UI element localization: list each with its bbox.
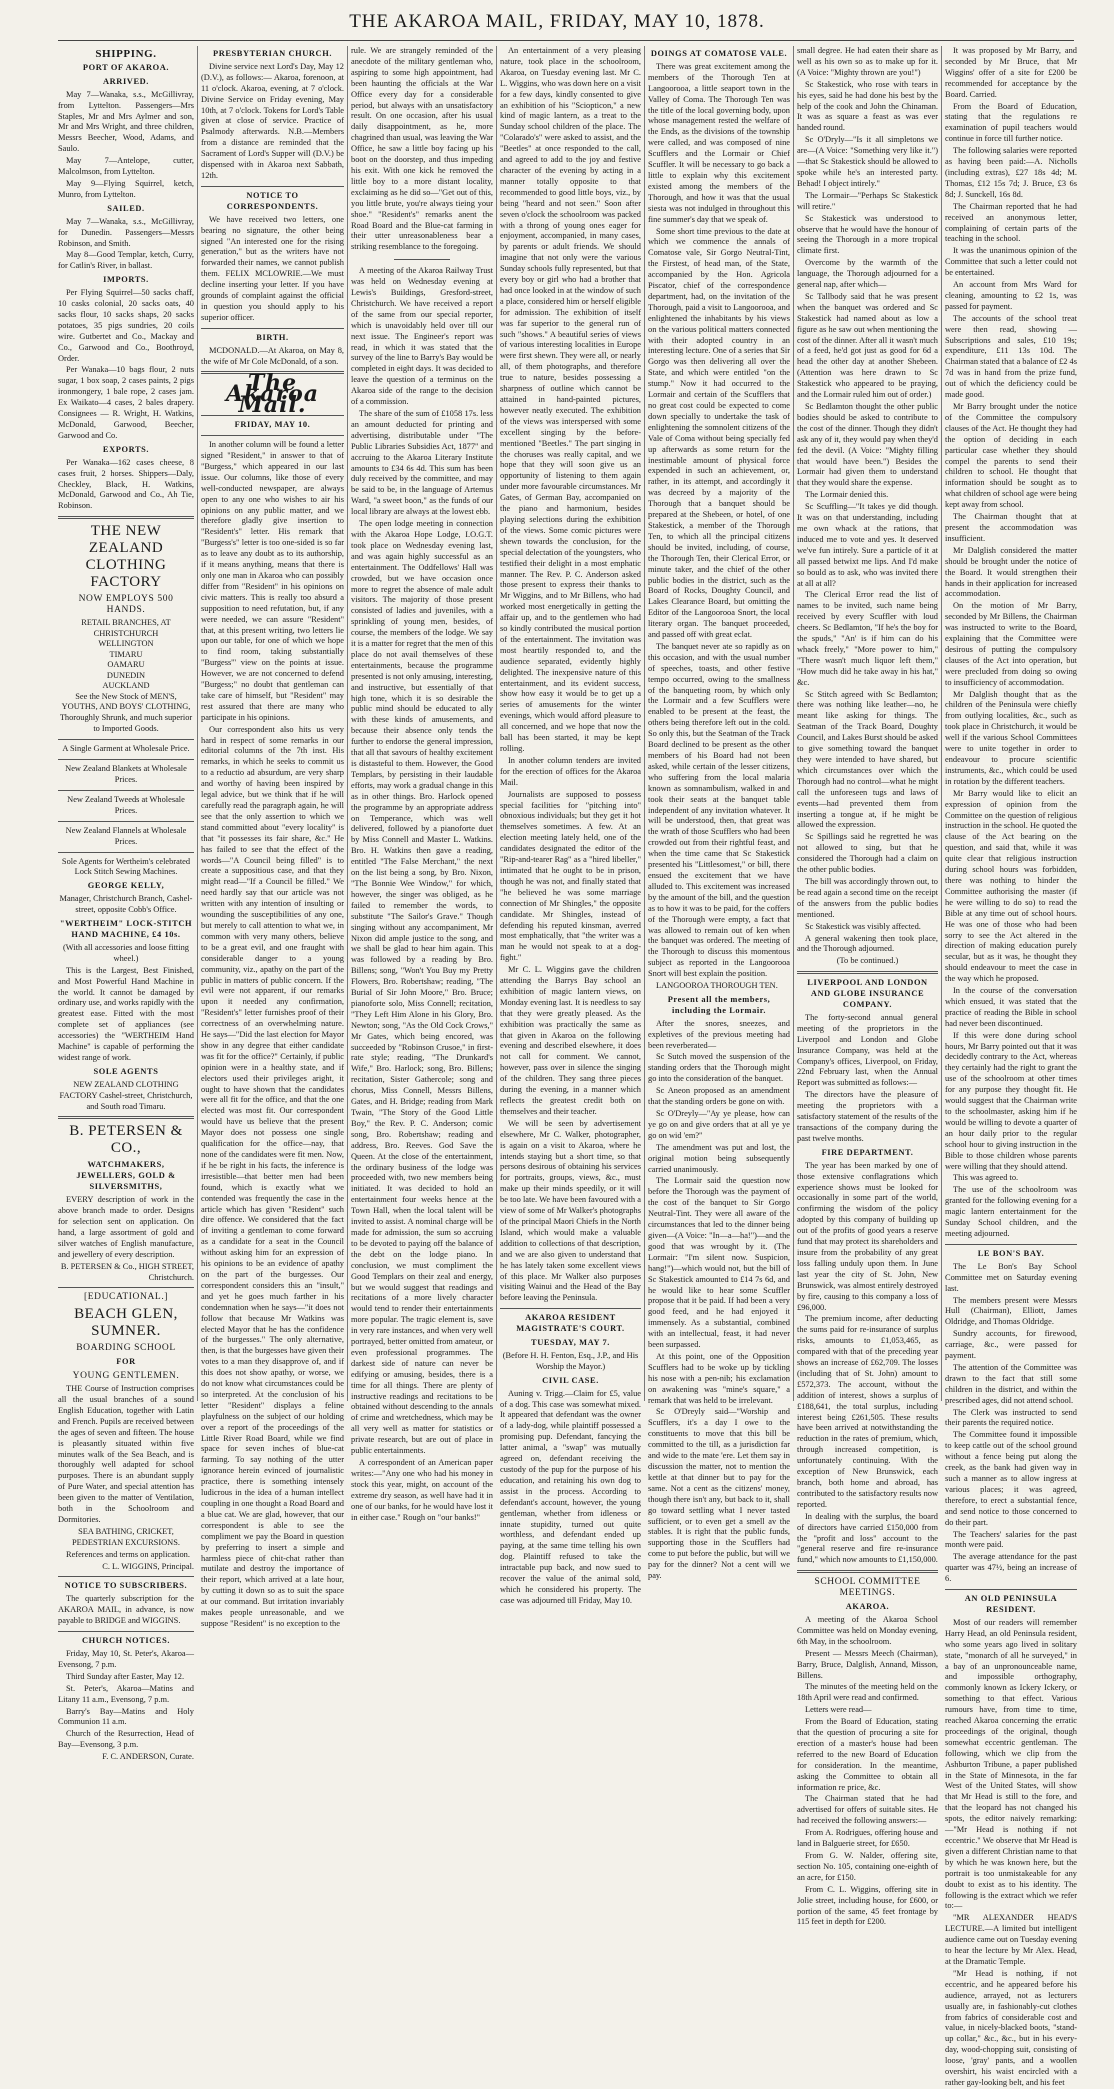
article-paragraph: We will be seen by advertisement elsewhere, Mr C. Walker, photographer, is again on a visit to Akaroa, where he intends staying but a short time, so that persons desirous of obtaining his services for portraits, groups, views, &c., must make up their minds speedily, or it will be too late. We have been favoured with a view of some of Mr Walker's photographs of the principal Maori Chiefs in the North Island, which would make a valuable addition to collections of that description, and we are also given to understand that he has lately taken some excellent views of this place. Mr Walker also purposes visiting Wainui and the Head of the Bay before leaving the Peninsula. <box>500 1118 641 1303</box>
editorial-paragraph: Our correspondent also hits us very hard in respect of some remarks in our editorial columns of the 7th inst. His remarks, in which he seeks to commit us to a reductio ad absurdum, are very sharp and worthy of having been inspired by legal advice, but we think that if he will carefully read the paragraph again, he will see that the only assertion to which we stand committed about "every locality" is that "it possesses its fair share, &c." He has failed to see that the effect of the words—"A Council being filled" is to create a suppositious case, and that they might read—"If a Council be filled." We need hardly say that our article was not written with any intention of insulting or wounding the susceptibilities of any one, but merely to call attention to what we, in common with very many others, believe to be a great evil, and one fraught with considerable danger to a young community, viz., apathy on the part of the public in matters of public concern. If the evil were not apparent, if our remarks upon it needed any confirmation, "Resident's" letter furnishes proof of their correctness of an overwhelming nature. He says—"Did the last election for Mayor show in any degree that either candidate was fit for the office?" Certainly, if public opinion were in a healthy state, and if electors used their privileges aright, it ought to have shown that the candidates were all fit for the office, and that the one elected was most fit. Our correspondent would have us believe that the present Mayor does not possess one single qualification for the office—nay, that none of the candidates were fit men. Now, if he be right in his facts, the inference is irresistible—that better men had been found, which is exactly what we contended was frequently the case in the article which has given "Resident" such dire offence. We considered that the fact of inviting a gentleman to come forward as a candidate for a seat in the Council without asking him for an expression of his opinions to be an evidence of apathy on the part of the burgesses. Our correspondent considers this an "insult," and yet he goes much farther in his condemnation when he says—"it does not follow that because Mr Watkins was elected Mayor that he has the confidence of the burgesses." The only alternative, then, is that the burgesses have given their votes to a man they disapprove of, and if this does not show apathy, or worse, we do not know what circumstances could be so interpreted. At the conclusion of his letter "Resident" displays a feline playfulness on the subject of our holding over a report of the proceedings of the Little River Road Board, while we find space for seven inches of blue-cat farming. To say nothing of the utter ignorance herein evinced of journalistic practice, there is something intensely ludicrous in the idea of a human intellect coupling in one thought a Road Board and a blue cat. We are glad, however, that our correspondent is able to see the compliment we pay the Board in question by preferring to insert a simple and harmless piece of chit-chat rather than mutilate and destroy the importance of their report, which arrived at a late hour, by cutting it down so as to suit the space at our command. But irritation invariably makes people unreasonable, and we suppose "Resident" is no exception to the <box>201 724 344 1628</box>
church-notices-heading: CHURCH NOTICES. <box>81 1636 171 1646</box>
divider <box>58 821 194 822</box>
comatose-heading: DOINGS AT COMATOSE VALE. <box>650 49 788 58</box>
article-paragraph: The average attendance for the past quarter was 47½, being an increase of 6. <box>945 1552 1077 1584</box>
church-notice: Third Sunday after Easter, May 12. <box>66 1671 185 1681</box>
article-paragraph: The minutes of the meeting held on the 18th April were read and confirmed. <box>797 1682 938 1703</box>
arrived-heading: ARRIVED. <box>103 76 149 86</box>
presbyterian-heading: PRESBYTERIAN CHURCH. <box>212 49 333 58</box>
article-paragraph: Some short time previous to the date at which we commence the annals of Comatose vale, Sir Gorgo Neutral-Tint, the Firstest, of head man, of the State, accompanied by the Hon. Agricola Piscator, chief of the correspondence department, had, on the invitation of the Thorough, paid a visit to Langoorooa, and enlightened the inhabitants by his views on the various political matters connected with their adopted country in an interesting lecture. One of a series that Sir Gorgo was then delivering all over the State, and which were entitled "on the stump." Now it had occurred to the Lormair and certain of the Scufflers that no great cost could be expected to come down specially to undertake the task of enlightening the somnolent citizens of the Vale of Coma without being specially fed up afterwards as some return for the inestimable amount of physical force expended in such an achievement, or, rather, in its attempt, and accordingly it was decreed by a majority of the Thorough that a banquet should be prepared at the Shebeen, or hotel, of one Stakestick, a member of the Thorough Ten, to which all the principal citizens should be invited, including, of course, the Thorough Ten, their Clerical Error, or minute taker, and the chief of the other public bodies in the district, such as the Board of Rocks, Doughty Council, and Lakes Clearance Board, but omitting the Editor of the Langoorooa Snort, the local literary organ. The banquet proceeded, and passed off with great eclat. <box>648 226 790 640</box>
le-bons-bay-heading: LE BON'S BAY. <box>977 1248 1045 1258</box>
divider <box>945 1244 1077 1245</box>
divider <box>58 1631 194 1632</box>
column-5 <box>648 46 790 1581</box>
arrival-entry: May 7—Antelope, cutter, Malcolmson, from Lyttelton. <box>58 156 194 177</box>
notice-subscribers-body: The quarterly subscription for the AKAROA MAIL, in advance, is now payable to BRIDGE and WIGGINS. <box>58 1594 194 1626</box>
article-paragraph: The use of the schoolroom was granted for the following evening for a magic lantern entertainment for the Sunday School children, and the meeting adjourned. <box>945 1185 1077 1238</box>
article-paragraph: In dealing with the surplus, the board of directors have carried £150,000 from the "profit and loss" account to the "general reserve and fire re-insurance fund," which now amounts to £1,150,000. <box>797 1511 938 1565</box>
article-paragraph: Mr Dalglish considered the matter should be brought under the notice of the Board. It would strengthen their hands in their application for increased accommodation. <box>945 545 1077 599</box>
wertheim-title: "WERTHEIM" LOCK-STITCH HAND MACHINE, £4 10s. <box>59 919 193 939</box>
article-paragraph: Sc Stakestick was understood to observe that he would have the honour of seeing the Thorough in a more tropical climate first. <box>797 213 938 256</box>
article-paragraph: Sc Stakestick, who rose with tears in his eyes, said he had done his best by the help of the cook and John the Chinaman. It was as square a feast as was ever handed round. <box>797 79 938 133</box>
divider <box>58 790 194 791</box>
ad-line: New Zealand Flannels at Wholesale Prices. <box>65 825 187 846</box>
article-paragraph: The Chairman reported that he had received an anonymous letter, complaining of certain parts of the teaching in the school. <box>945 201 1077 244</box>
column-rule <box>793 46 794 1401</box>
article-paragraph: The following salaries were reported as having been paid:—A. Nicholls (including extras), £27 18s 4d; M. Thomas, £12 15s 7d; J. Bruce, £3 6s 8d; J. Sunckell, 16s 8d. <box>945 146 1077 199</box>
article-paragraph: Sc O'Dreyly—"Ay ye please, how can ye go on and give orders that at all ye ye go on wid 'em?" <box>648 1109 790 1140</box>
beach-glen-sports: SEA BATHING, CRICKET, PEDESTRIAN EXCURSIONS. <box>72 1526 180 1547</box>
arrival-entry: May 9—Flying Squirrel, ketch, Munro, from Lyttelton. <box>58 178 194 199</box>
article-paragraph: From G. W. Nalder, offering site, section No. 105, containing one-eighth of an acre, for £150. <box>797 1851 938 1882</box>
article-paragraph: The Lormair said the question now before the Thorough was the payment of the cost of the banquet to Sir Gorgo Neutral-Tint. They were all aware of the circumstances that led to the dinner being given—(A Voice: "In—a—ha!")—and the good that was wrought by it. (The Lormair: "I'm silent now. Suspicion, hang!")—which would not, but the bill of Sc Stakestick amounted to £14 7s 6d, and he would like to hear some Scuffler propose that it be paid. If had been a very good feed, and he had enjoyed it immensely. As a substantial, combined with an intellectual, feast, it had never been surpassed. <box>648 1176 790 1350</box>
wertheim-body: This is the Largest, Best Finished, and Most Powerful Hand Machine in the world. It cannot be damaged by ordinary use, and works rapidly with the greatest ease. Fitted with the most complete set of appliances (see accessories) the "WERTHEIM Hand Machine" is capable of performing the widest range of work. <box>58 965 194 1062</box>
article-paragraph: Sc Aneon proposed as an amendment that the standing orders be gone on with. <box>648 1086 790 1107</box>
rm-court-heading: AKAROA RESIDENT MAGISTRATE'S COURT. <box>516 1313 625 1334</box>
column-rule <box>496 46 497 1401</box>
birth-body: MCDONALD.—At Akaroa, on May 8, the wife of Mr Cole McDonald, of a son. <box>201 345 344 366</box>
wertheim-sub: (With all accessories and loose fitting wheel.) <box>63 942 189 963</box>
shipping-heading: SHIPPING. <box>95 48 157 60</box>
article-paragraph: The bill was accordingly thrown out, to be read again a second time on the receipt of the answers from the public bodies mentioned. <box>797 876 938 919</box>
rm-court-civil: CIVIL CASE. <box>542 1375 599 1385</box>
beach-glen-body: THE Course of Instruction comprises all the usual branches of a sound English Education, together with Latin and French. Pupils are received between the ages of seven and fifteen. The house is pleasantly situated within five minutes walk of the Sea Beach, and is thoroughly well adapted for school purposes. There is an abundant supply of Pure Water, and special attention has been given to the matter of Ventilation, both in the Schoolroom and Dormitories. <box>58 1384 194 1524</box>
article-paragraph: Sc O'Dreyly said—"Worship and Scufflers, it's a day I owe to the constituents to move that this bill be committed to the till, as a jurisdiction far and wide to the mate 'ere. Let them say in discussion the matter, not to mention the kettle at that dinner but to pay for the same. Not a cent as the citizens' money, though there isn't any, but back to it, shall go toward settling what I never tasted sufficient, or to even get a smell av the stables. It is right that the public funds, supporting those in the Scufflers had come to put before the public, but will we pay for the dinner? Not a cent will we pay. <box>648 1407 790 1581</box>
article-paragraph: An entertainment of a very pleasing nature, took place in the schoolroom, Akaroa, on Tuesday evening last. Mr C. L. Wiggins, who was down here on a visit for a few days, kindly consented to give an exhibition of his "Sciopticon," a new kind of magic lantern, as a treat to the Sunday school children of the place. The "Colarado's" were asked to assist, and the "Beetles" at once responded to the call, and agreed to add to the joy and festive character of the evening by acting in a manner totally opposite to that recommended to good little boys, viz., by being "heard and not seen." Soon after seven o'clock the schoolroom was packed with a throng of young ones eager for enjoyment, accompanied, in many cases, by parents or adult friends. We should imagine that not only were the various Sunday schools fully represented, but that every boy or girl who had a brother that had once looked in at the window of such a place, considered him or herself eligible for admission. The exhibition of itself was far superior to the general run of such "shows." A beautiful series of views of various interesting localities in Europe were first shewn. They were all, or nearly all, of them photographs, and therefore true to nature, besides possessing a sharpness of outline which cannot be attained in hand-painted pictures, however neatly executed. The exhibition of the views was interspersed with some excellent singing by the before-mentioned "Beetles." The part singing in the choruses was really capital, and we hope that they will soon give us an opportunity of listening to them again under more favourable circumstances. Mr Gates, of German Bay, accompanied on the piano and harmonium, besides playing selections during the exhibition of the views. Some comic pictures were shewn towards the conclusion, for the special delectation of the youngsters, who testified their delight in a most emphatic manner. The Rev. P. C. Anderson asked those present to express their thanks to Mr Wiggins, and to Mr Billens, who had worked most energetically in getting the affair up, and to the gentlemen who had so kindly contributed the musical portion of the entertainment. The invitation was most heartily responded to, and the audience separated, evidently highly delighted. The inexpensive nature of this entertainment, and its evident success, show how easy it would be to get up a series of amusements for the winter evenings, which would afford pleasure to all concerned, and we hope that now the ball has been started, it may be kept rolling. <box>500 46 641 753</box>
masthead: THE AKAROA MAIL, FRIDAY, MAY 10, 1878. <box>349 11 765 32</box>
notice-subscribers-heading: NOTICE TO SUBSCRIBERS. <box>64 1581 188 1591</box>
divider <box>58 759 194 760</box>
article-paragraph: On the motion of Mr Barry, seconded by Mr Billens, the Chairman was instructed to write to the Board, explaining that the Committee were desirous of putting the compulsory clauses of the Act into operation, but were precluded from doing so owing to insufficiency of accommodation. <box>945 601 1077 687</box>
divider <box>58 1287 194 1288</box>
beach-glen-refs: References and terms on application. <box>66 1549 190 1559</box>
article-paragraph: "Mr Head is nothing, if not eccentric, and he appeared before his audience, arrayed, not as lecturers usually are, in fashionably-cut clothes from fabrics of considerable cost and value, in nicely-blacked boots, "stand-up collar," &c., &c., but in his every-day, wood-chopping suit, consisting of loose, 'gray' pants, and a woollen overshirt, his waist encircled with a rather gay-looking belt, and his feet <box>945 1968 1077 2087</box>
kelly-name: GEORGE KELLY, <box>87 881 165 891</box>
petersen-sub: WATCHMAKERS, JEWELLERS, GOLD & SILVERSMITHS, <box>76 1160 176 1192</box>
article-paragraph: The year has been marked by one of those extensive conflagrations which experience shows must be looked for occasionally in some part of the world, confirming the wisdom of the policy adopted by this company of building up out of the profits of good years a reserve fund that may protect its shareholders and insure from the probability of any great loss falling unduly upon them. In June last year the city of St. John, New Brunswick, was almost entirely destroyed by fire, causing to this company a loss of £96,000. <box>797 1160 938 1312</box>
port-heading: PORT OF AKAROA. <box>82 62 170 72</box>
article-paragraph: The Lormair—"Perhaps Sc Stakestick will retire." <box>797 190 938 211</box>
article-paragraph: The Clerk was instructed to send their parents the required notice. <box>945 1407 1077 1428</box>
article-paragraph: At this point, one of the Opposition Scufflers had to be woke up by tickling his nose with a pen-nib; his exclamation on awakening was "mine's square," a remark that was held to be irrelevant. <box>648 1351 790 1405</box>
imports-entry: Per Wanaka—10 bags flour, 2 nuts sugar, 1 box soap, 2 cases paints, 2 pigs ironmongery, 1 bale rope, 2 cases jam. Ex Waikato—4 cases, 2 bales drapery. Consignees — R. Wright, H. Watkins, McDonald, Garwood, Beecher, Garwood and Co. <box>58 365 194 440</box>
article-paragraph: A general wakening then took place, and the Thorough adjourned. <box>797 933 938 954</box>
column-1 <box>58 46 194 1762</box>
article-paragraph: From C. L. Wiggins, offering site in Jolie street, including house, for £600, or portion of the same, 45 feet frontage by 115 feet in depth for £200. <box>797 1884 938 1927</box>
fire-department-heading: FIRE DEPARTMENT. <box>821 1147 914 1157</box>
beach-glen-signature: C. L. WIGGINS, Principal. <box>102 1561 194 1571</box>
petersen-body: EVERY description of work in the above branch made to order. Designs for selection sent on application. On hand, a large assortment of gold and silver watches of English manufacture, and jewellery of every description. <box>58 1195 194 1259</box>
divider <box>797 971 938 974</box>
article-paragraph: Sc Scuffling—"It takes ye did though. It was on that understanding, including me own whack at the rations, that induced me to vote and yes. It deserved we've fun intirely. Sure a particle of it at all passed betwixt me lips. And I'd make so bould as to ask, who was invited there at all at all? <box>797 502 938 588</box>
branch-city: TIMARU <box>109 649 143 659</box>
column-3 <box>351 46 493 1522</box>
exports-entry: Per Wanaka—162 cases cheese, 8 cases fruit, 2 horses. Shippers—Daly, Checkley, Black, H. Watkins, McDonald, Garwood and Co., Ah Tie, Robinson. <box>58 457 194 511</box>
article-paragraph: The Chairman thought that at present the accommodation was insufficient. <box>945 512 1077 543</box>
branches-label: RETAIL BRANCHES, AT <box>81 618 171 628</box>
old-resident-heading: AN OLD PENINSULA RESIDENT. <box>964 1594 1058 1614</box>
article-paragraph: Sundry accounts, for firewood, carriage, &c., were passed for payment. <box>945 1329 1077 1361</box>
divider <box>201 435 344 436</box>
column-6 <box>797 46 938 1927</box>
ad-line: New Zealand Tweeds at Wholesale Prices. <box>67 794 185 815</box>
article-paragraph: Most of our readers will remember Harry Head, an old Peninsula resident, who some years ago lived in solitary state, "monarch of all he surveyed," in a bay of an unpronounceable name, and impossible orthography, commonly known as Ickery Ickery, or something to that effect. Various rumours have, from time to time, reached Akaroa concerning the erratic proceedings of the original, though somewhat eccentric gentleman. The following, which we clip from the Ashburton Tribune, a paper published in the State of Minnesota, in the far West of the United States, will show that Mr Head is still to the fore, and that the leopard has not changed his spots, the editor naively remarking:—"Mr Head is nothing if not eccentric." We observe that Mr Head is given a different Christian name to that by which he was known here, but the portrait is too unmistakeable for any doubt to exist as to his identity. The following is the extract which we refer to:— <box>945 1617 1077 1911</box>
paper-title: The Akaroa Mail. <box>225 370 320 419</box>
article-paragraph: Overcome by the warmth of the language, the Thorough adjourned for a general nap, after which— <box>797 258 938 290</box>
article-paragraph: There was great excitement among the members of the Thorough Ten at Langoorooa, a little seaport town in the Valley of Coma. The Thorough Ten was the title of the local governing body, upon whose management rested the welfare of the Ends, as the divisions of the township were called, and was composed of nine Scufflers and the Lormair or Chief Scuffler. It will be necessary to go back a little to explain why this excitement existed among the members of the Thorough, and how it was that the usual siesta was not indulged in throughout this fine summer's day that we speak of. <box>648 61 790 224</box>
column-rule <box>197 46 198 1401</box>
birth-heading: BIRTH. <box>256 332 289 342</box>
article-paragraph: Sc Spillings said he regretted he was not allowed to sing, but that he considered the Thorough had a claim on the other public bodies. <box>797 832 938 875</box>
article-paragraph: The Lormair denied this. <box>805 490 889 500</box>
divider <box>201 328 344 329</box>
article-paragraph: Mr Barry would like to elicit an expression of opinion from the Committee on the question of religious instruction in the school. He quoted the clause of the Act bearing on the question, and said that, while it was quite clear that religious instruction during school hours was forbidden, there was nothing to hinder the Committee authorising the master (if he were willing to do so) to read the Bible at any time out of school hours. He was one of those who had been sorry to see the Act altered in the direction of making education purely secular, but as it was, he thought they should endeavour to meet the case in the way which he proposed. <box>945 788 1077 984</box>
divider <box>500 1308 641 1309</box>
to-be-continued: (To be continued.) <box>836 956 899 966</box>
article-paragraph: Sc Bedlamton thought the other public bodies should be asked to contribute to the cost of the dinner. Though they didn't ask any of it, they would pay when they'd fed the devil. (A Voice: "Mighty filling that would have been.") Besides the Lormair had given them to understand that they would share the expense. <box>797 402 938 488</box>
column-rule <box>644 46 645 1401</box>
masthead-rule <box>58 40 1074 41</box>
column-rule <box>941 46 942 1401</box>
article-paragraph: The premium income, after deducting the sums paid for re-insurance of surplus risks, amounts to £1,053,465, as compared with that of the preceding year shows an increase of £62,709. The losses (including that of St. John) amount to £572,373. The account, without the addition of interest, shows a surplus of £188,641, the total surplus, including interest being £261,505. These results have been arrived at notwithstanding the reduction in the rates of premium, which, through increased competition, is unfortunately continuing. With the exception of New Brunswick, each branch, both home and abroad, has contributed to the satisfactory results now reported. <box>797 1314 938 1509</box>
editorial-paragraph: In another column will be found a letter signed "Resident," in answer to that of "Burgess," which appeared in our last issue. Our columns, like those of every well-conducted newspaper, are always open to any one who wishes to air his opinions on any public matter, and we therefore gladly give insertion to "Resident's" letter. His remark that "Burgess's" letter is too one-sided is so far as to leave any doubt as to its authorship, if it means anything, means that there is only one man in Akaroa who can possibly differ from "Resident" in his opinions on civic matters. This is really too absurd a supposition to need refutation, but, if any were needed, we can assure "Resident" that, at this present writing, two letters lie upon our table, for one of which we hope to find room, taking substantially "Burgess'" view on the points at issue. However, we are not concerned to defend "Burgess;" no doubt that gentleman can take care of himself, but "Resident" may rest assured that there are many who participate in his opinions. <box>201 440 344 722</box>
column-rule <box>347 46 348 1401</box>
branch-city: OAMARU <box>107 660 145 670</box>
divider <box>797 1570 938 1573</box>
sailed-heading: SAILED. <box>107 203 145 213</box>
article-paragraph: From A. Rodrigues, offering house and land in Balguerie street, for £650. <box>797 1828 938 1849</box>
church-notice: Friday, May 10, St. Peter's, Akaroa—Evensong, 7 p.m. <box>58 1649 194 1669</box>
beach-glen-title: BEACH GLEN, SUMNER. <box>74 1306 178 1340</box>
article-paragraph: This was agreed to. <box>953 1173 1019 1183</box>
church-notice: St. Peter's, Akaroa—Matins and Litany 11 a.m., Evensong, 7 p.m. <box>58 1683 194 1704</box>
article-paragraph: Sc O'Dryly—"Is it all simpletons we are—(A Voice: "Something very like it.")—that Sc Stakestick should be allowed to spoke while he's an interested party. Behad! I object intirely." <box>797 135 938 188</box>
clothing-factory-title: THE NEW ZEALAND CLOTHING FACTORY <box>85 523 167 591</box>
rm-court-date: TUESDAY, MAY 7. <box>531 1338 610 1348</box>
article-paragraph: A correspondent of an American paper writes:—"Any one who had his money in stock this year, might, on account of the extreme dry season, as well have had it in one of our banks, for he would have lost it in either case." Rough on "our banks!" <box>351 1458 493 1522</box>
article-paragraph: Sc Tallbody said that he was present when the banquet was ordered and Sc Stakestick had named about as low a figure as he saw out when mentioning the cost of the dinner. After all it wasn't much of a feed, he'd got just as good for 6d a head the other day at another Shebeen. (Attention was here drawn to Sc Stakestick who appeared to be praying, and the Lormair ruled him out of order.) <box>797 291 938 400</box>
article-paragraph: The Committee found it impossible to keep cattle out of the school ground without a fence being put along the creek, as the bank had given way in such a manner as to allow ingress at various places; it was agreed, therefore, to erect a substantial fence, and send notice to those concerned to do their part. <box>945 1430 1077 1527</box>
divider <box>945 1589 1077 1590</box>
correspondents-body: We have received two letters, one bearing no signature, the other being signed "An interested one for the rising generation," but as the writers have not forwarded their names, we cannot publish them. FELIX MCLOWRIE.—We must decline inserting your letter. If you have grounds of complaint against the official in question you should apply to his superior officer. <box>201 214 344 322</box>
article-paragraph: Sc Sutch moved the suspension of the standing orders that the Thorough might go into the consideration of the banquet. <box>648 1052 790 1084</box>
article-paragraph: The forty-second annual general meeting of the proprietors in the Liverpool and London and Globe Insurance Company, was held at the Company's offices, Liverpool, on Friday, 22nd February last, when the Annual Report was submitted as follows:— <box>797 1012 938 1088</box>
rm-court-body: Auning v. Trigg.—Claim for £5, value of a dog. This case was somewhat mixed. It appeared that defendant was the owner of a lady-dog, while plaintiff possessed a promising pup. Defendant, fancying the latter animal, a "swap" was mutually agreed on, defendant receiving the custody of the pup for the purpose of his education, and retaining his own dog to assist in the process. According to defendant's account, however, the young gentleman, whether from idleness or innate stupidity, turned out quite worthless, and defendant ended up paying, at the same time telling his own dog. Plaintiff refused to take the intractable pup back, and now sued to recover the value of the animal sold, which he considered his property. The case was adjourned till Friday, May 10. <box>500 1388 641 1605</box>
article-paragraph: small degree. He had eaten their share as well as his own so as to make up for it. (A Voice: "Mighty thrown are you!") <box>797 46 938 77</box>
kelly-address: Manager, Christchurch Branch, Cashel-street, opposite Cobb's Office. <box>59 894 193 915</box>
article-paragraph: The open lodge meeting in connection with the Akaroa Hope Lodge, I.O.G.T. took place on Wednesday evening last, and was again highly successful as an entertainment. The Oddfellows' Hall was crowded, but we have occasion once more to regret the absence of male adult visitors. The majority of those present consisted of ladies and juveniles, with a sprinkling of young men, besides, of course, the members of the lodge. We say it is a matter for regret that the men of this place do not avail themselves of these entertainments, because the programme presented is not only amusing, interesting, and instructive, but essentially of that high tone, which it is so desirable the public mind should be educated to ally with these kinds of amusements, and because their absence only tends the further to endorse the general impression, that all that savours of healthy excitement is distasteful to them. However, the Good Templars, by persisting in their laudable efforts, may work a gradual change in this as in other things. Bro. Harlock opened the programme by an appropriate address on Temperance, which was well delivered, followed by a pianoforte duet by Miss Connell and Master L. Watkins. Bro. H. Watkins then gave a reading, entitled "The False Merchant," the next on the list being a song, by Bro. Nixon, "The Bonnie Wee Window," for which, however, the singer was obliged, as he failed to remember the words, to substitute "The Sailor's Grave." Though singing without any accompaniment, Mr Nixon did ample justice to the song, and we shall be glad to hear him again. This was followed by a reading by Bro. Billens; song, "Won't You Buy my Pretty Flowers, Bro. Robertshaw; reading, "The Burial of Sir John Moore," Bro. Bruce; pianoforte solo, Miss Connell; recitation, "They Left Him Alone in his Glory, Bro. Newton; song, "As the Old Cock Crows," Mr Gates, which being encored, was succeeded by "Robinson Crusoe," in first-rate style; reading, "The Drunkard's Wife," Bro. Harlock; song, Bro. Billens; recitation, Sister Gathercole; song and chorus, Miss Connell, Messrs Billens, Gates, and H. Bridge; reading from Mark Twain, "The Story of the Good Little Boy," the Rev. P. C. Anderson; comic song, Bro. Robertshaw; reading and address, Bro. Reeves. God Save the Queen. At the close of the entertainment, the ordinary business of the lodge was proceeded with, two new members being initiated. It was decided to hold an entertainment four weeks hence at the Town Hall, when the local talent will be invited to assist. A nominal charge will be made for admission, the sum so accruing to be devoted to paying off the balance of the debt on the lodge piano. In conclusion, we must compliment the Good Templars on their zeal and energy, but we would suggest that readings and recitations of a more lively character would tend to render their entertainments more popular. The tragic element is, save in very rare instances, and when very well portrayed, better omitted from amateur, or even professional programmes. The darkest side of nature can never be edifying or amusing, besides, there is a time for all things. There are plenty of instructive readings and recitations to be obtained without descending to the annals of crime and wretchedness, which may be all very well as matter for statistics or private research, but are out of place in public entertainments. <box>351 519 493 1456</box>
article-paragraph: In the course of the conversation which ensued, it was stated that the practice of reading the Bible in school had never been discontinued. <box>945 986 1077 1028</box>
article-paragraph: The amendment was put and lost, the original motion being subsequently carried unanimously. <box>648 1142 790 1174</box>
article-paragraph: LANGOOROA THOROUGH TEN. <box>656 981 778 991</box>
article-paragraph: A meeting of the Akaroa School Committee was held on Monday evening, 6th May, in the schoolroom. <box>797 1614 938 1646</box>
article-paragraph: Sc Stakestick was visibly affected. <box>805 921 921 931</box>
article-paragraph: From the Board of Education, stating that the question of procuring a site for erection of a master's house had been referred to the new Board of Education for consideration. In the meantime, asking the Committee to obtain all information re price, &c. <box>797 1717 938 1792</box>
branch-city: WELLINGTON <box>98 639 154 649</box>
article-paragraph: An account from Mrs Ward for cleaning, amounting to £2 1s, was passed for payment. <box>945 280 1077 311</box>
ad-line: See the New Stock of MEN'S, YOUTHS, AND BOYS' CLOTHING, Thoroughly Shrunk, and much superior to Imported Goods. <box>59 691 193 734</box>
article-paragraph: The banquet never ate so rapidly as on this occasion, and with the usual number of speeches, toasts, and other festive tempo occurred, owing to the smallness of the banqueting room, by which only the Lormair and a few Scufflers were enabled to be present at the feast, the others being therefore left out in the cold. So only this, but the Seatman of the Track Board declined to be present as the other members of his Board had not been asked, while certain of the lesser citizens, who suffering from the local malaria known as somnambulism, walked in and took their seats at the banquet table independent of any invitation whatever. It will be understood, then, that great was the wrath of those Scufflers who had been crowded out from their rightful feast, and when the time came that Sc Stakestick presented his "Littlesomest," or bill, there ensued the excitement that we have alluded to. This excitement was increased by the amount of the bill, and the question as to how it was to be paid, for the coffers of the Thorough were empty, a fact that was allowed to remain out of ken when the banquet was ordered. The meeting of the Thorough to discuss this momentous subject as reported in the Langoorooa Snort will best explain the position. <box>648 641 790 979</box>
sole-agents: SOLE AGENTS <box>93 1066 159 1076</box>
petersen-title: B. PETERSEN & CO., <box>69 1123 183 1157</box>
church-notice: Church of the Resurrection, Head of Bay—Evensong, 3 p.m. <box>58 1729 194 1750</box>
divider <box>58 1576 194 1577</box>
imports-entry: Per Flying Squirrel—50 sacks chaff, 10 casks colonial, 20 sacks oats, 40 sacks flour, 10 sacks shaps, 20 sacks potatoes, 35 pigs sundries, 20 coils wire. Gutbertet and Co., Mackay and Co., Garwood and Co., Boothroyd, Order. <box>58 288 194 363</box>
church-signature: F. C. ANDERSON, Curate. <box>102 1752 194 1762</box>
sole-agents-body: NEW ZEALAND CLOTHING FACTORY Cashel-street, Christchurch, and South road Timaru. <box>59 1079 193 1111</box>
article-paragraph: The Le Bon's Bay School Committee met on Saturday evening last. <box>945 1261 1077 1293</box>
article-paragraph: Mr Barry brought under the notice of the Committee the compulsory clauses of the Act. He thought they had the option of deciding in each particular case whether they should compel the parents to send their children to school. He thought that information should be sought as to what children of school age were being kept away from school. <box>945 402 1077 510</box>
article-paragraph: The share of the sum of £1058 17s. less an amount deducted for printing and advertising, distributable under "The Public Libraries Subsidies Act, 1877" and accruing to the Akaroa Literary Institute amounts to £34 6s 4d. This sum has been duly received by the committee, and may be said to be, in the language of Artemus Ward, "a sweet boon," as the funds of our local library are always at the lowest ebb. <box>351 409 493 517</box>
article-paragraph: The members present were Messrs Hull (Chairman), Elliott, James Oldridge, and Thomas Oldridge. <box>945 1295 1077 1327</box>
article-paragraph: The Clerical Error read the list of names to be invited, such name being received by every Scuffler with loud cheers. Sc Bedlamton, "If he's the boy for the spuds," "An' is if him can do his whack freely," "More power to him," "There wasn't much liquor left them," "How much did he take away in his hat," &c. <box>797 590 938 687</box>
article-paragraph: The Teachers' salaries for the past month were paid. <box>945 1529 1077 1550</box>
article-paragraph: Present — Messrs Meech (Chairman), Barry, Bruce, Dalglish, Annand, Misson, Billens. <box>797 1648 938 1680</box>
article-paragraph: From the Board of Education, stating that the regulations re examination of pupil teachers would continue in force till further notice. <box>945 101 1077 144</box>
article-paragraph: The accounts of the school treat were then read, showing — Subscriptions and sales, £10 19s; expenditure, £11 13s 10d. The Chairman stated that a balance of £2 4s 7d was in hand from the prize fund, out of which the deficiency could be made good. <box>945 313 1077 400</box>
arrival-entry: May 7—Wanaka, s.s., McGillivray, from Lyttelton. Passengers—Mrs Staples, Mr and Mrs Aylmer and son, Mr and Mrs Wright, and three children, Messrs Beecher, Wood, Adams, and Saulo. <box>58 89 194 154</box>
divider <box>394 259 451 260</box>
paper-date: FRIDAY, MAY 10. <box>234 420 311 430</box>
rm-court-before: (Before H. H. Fenton, Esq., J.P., and His Worship the Mayor.) <box>502 1350 639 1371</box>
clothing-factory-employs: NOW EMPLOYS 500 HANDS. <box>78 594 174 616</box>
akaroa-heading: AKAROA. <box>845 1602 890 1612</box>
young-gentlemen: YOUNG GENTLEMEN. <box>72 1371 180 1382</box>
correspondents-heading: NOTICE TO CORRESPONDENTS. <box>226 190 319 211</box>
divider <box>58 852 194 853</box>
article-paragraph: Letters were read— <box>805 1705 872 1715</box>
column-7 <box>945 46 1077 2087</box>
divider <box>58 1116 194 1119</box>
article-paragraph: Sc Stitch agreed with Sc Bedlamton; there was nothing like leather—no, he meant like asking for things. The Seatman of the Track Board, Doughty Council, and Lakes Burst should be asked to give something toward the banquet they were intended to have shared, but which circumstances over which the Thorough had no control—what he might call the unforeseen tugs and laws of events—had prevented them from inserting a tongue at, if he might be allowed the expression. <box>797 689 938 830</box>
church-notice: Barry's Bay—Matins and Holy Communion 11 a.m. <box>58 1706 194 1727</box>
ad-line: A Single Garment at Wholesale Price. <box>62 744 190 754</box>
article-paragraph: It was proposed by Mr Barry, and seconded by Mr Bruce, that Mr Wiggins' offer of a site for £200 be recommended for acceptance by the Board. Carried. <box>945 46 1077 99</box>
sailing-entry: May 7—Wanaka, s.s., McGillivray, for Dunedin. Passengers—Messrs Robinson, and Smith. <box>58 216 194 248</box>
article-paragraph: Mr C. L. Wiggins gave the children attending the Barrys Bay school an exhibition of magic lantern views, on Monday evening last. It is needless to say that they were greatly pleased. As the exhibition was practically the same as that given in Akaroa on the following evening and described elsewhere, it does not call for comment. We cannot, however, pass over in silence the singing of the children. They sang three pieces during the evening, in a manner which reflects the greatest credit both on themselves and their teacher. <box>500 965 641 1116</box>
educational-label: [EDUCATIONAL.] <box>83 1292 169 1303</box>
column-4 <box>500 46 641 1605</box>
beach-for: FOR <box>116 1357 136 1367</box>
insurance-heading: LIVERPOOL AND LONDON AND GLOBE INSURANCE COMPANY. <box>807 978 928 1010</box>
article-paragraph: rule. We are strangely reminded of the anecdote of the military gentleman who, aspiring to some high appointment, had been haunting the officials at the War Office every day for a considerable period, but always with an unsatisfactory result. On one occasion, after his usual daily disappointment, as he, more chagrined than usual, was leaving the War Office, he saw a little boy facing up his boot on the doorstep, and thus impeding his exit. With one kick he removed the little boy to a more distant locality, exclaiming as he did so—"Get out of this, you little brute, you're always tieing your shoe." "Resident's" remarks anent the Road Board and the Blue-cat farming in their utter unreasonableness bear a striking resemblance to the foregoing. <box>351 46 493 252</box>
article-paragraph: It was the unanimous opinion of the Committee that such a letter could not be entertained. <box>945 246 1077 278</box>
divider <box>58 739 194 740</box>
ad-line: New Zealand Blankets at Wholesale Prices. <box>65 764 187 784</box>
article-paragraph: In another column tenders are invited for the erection of offices for the Akaroa Mail. <box>500 755 641 787</box>
sailing-entry: May 8—Good Templar, ketch, Curry, for Catlin's River, in ballast. <box>58 250 194 271</box>
article-paragraph: The Chairman stated that he had advertised for offers of suitable sites. He had received the following answers:— <box>797 1794 938 1826</box>
article-paragraph: The directors have the pleasure of meeting the proprietors with a satisfactory statement of the results of the transactions of the company during the past twelve months. <box>797 1090 938 1143</box>
ad-line: Sole Agents for Wertheim's celebrated Lock Stitch Sewing Machines. <box>61 856 191 877</box>
divider <box>201 186 344 187</box>
article-paragraph: "MR ALEXANDER HEAD'S LECTURE.—A limited but intelligent audience came out on Tuesday evening to hear the lecture by Mr Alex. Head, at the Dramatic Temple. <box>945 1913 1077 1966</box>
exports-heading: EXPORTS. <box>102 444 150 454</box>
boarding-school: BOARDING SCHOOL <box>76 1343 176 1354</box>
article-paragraph: Journalists are supposed to possess special facilities for "pitching into" obnoxious individuals; but they get it hot themselves sometimes. A few. At an election meeting lately held, one of the candidates designated the editor of the "Rip-and-tearer Rag" as a "hired libeller," intimated that he ought to be in prison, though he was not, and finally stated that "he believed he was some marriage connection of Mr Shingles," the opposite candidate. Mr Shingles, instead of defending his reputed kinsman, averred most emphatically, that "the writer was a man he would not speak to at a dog-fight." <box>500 789 641 963</box>
branch-city: AUCKLAND <box>102 681 150 691</box>
branch-city: DUNEDIN <box>106 670 146 680</box>
imports-heading: IMPORTS. <box>103 275 149 285</box>
column-2 <box>201 46 344 1628</box>
article-paragraph: If this were done during school hours, Mr Barry pointed out that it was decidedly contrary to the Act, whereas they certainly had the right to grant the use of the schoolroom at other times for any purpose they thought fit. He would suggest that the Chairman write to the schoolmaster, asking him if he would be willing to devote a quarter of an hour daily prior to the regular school hour to giving instruction in the Bible to those children whose parents were willing that they should attend. <box>945 1030 1077 1171</box>
branch-city: CHRISTCHURCH <box>93 628 159 638</box>
presbyterian-body: Divine service next Lord's Day, May 12 (D.V.), as follows:— Akaroa, forenoon, at 11 o'clock. Akaroa, evening, at 7 o'clock. Divine Service on Friday evening, May 10th, at 7 o'clock. Tokens for Lord's Table given at close of service. Practice of Psalmody afterwards. N.B.—Members from a distance are reminded that the Sacrament of Lord's Supper will (D.V.) be dispensed with in Akaroa next Sabbath, 12th. <box>201 61 344 180</box>
article-paragraph: Mr Dalglish thought that as the children of the Peninsula were chiefly from outlying localities, &c., such as took place in Christchurch, it would be well if the various School Committees were to unite together in order to endeavour to procure scientific instruments, &c., which could be used in rotation by the different teachers. <box>945 689 1077 786</box>
thorough-ten-heading: Present all the members, including the Lormair. <box>667 994 771 1015</box>
article-paragraph: The attention of the Committee was drawn to the fact that still some children in the district, and within the prescribed ages, did not attend school. <box>945 1362 1077 1405</box>
divider <box>58 516 194 519</box>
article-paragraph: A meeting of the Akaroa Railway Trust was held on Wednesday evening at Lewis's Buildings, Gresford-street, Christchurch. We have received a report of the same from our special reporter, which is unavoidably held over till our next issue. The Engineer's report was read, in which it was stated that the survey of the line to Barry's Bay would be completed in eight days. It was decided to leave the question of a terminus on the Akaroa side of the range to the decision of a commission. <box>351 266 493 407</box>
school-committee-heading: SCHOOL COMMITTEE MEETINGS. <box>814 1577 921 1599</box>
article-paragraph: After the snores, sneezes, and expletives of the previous meeting had been reverberated— <box>648 1018 790 1050</box>
petersen-signature: B. PETERSEN & Co., HIGH STREET, Christchurch. <box>60 1261 194 1282</box>
